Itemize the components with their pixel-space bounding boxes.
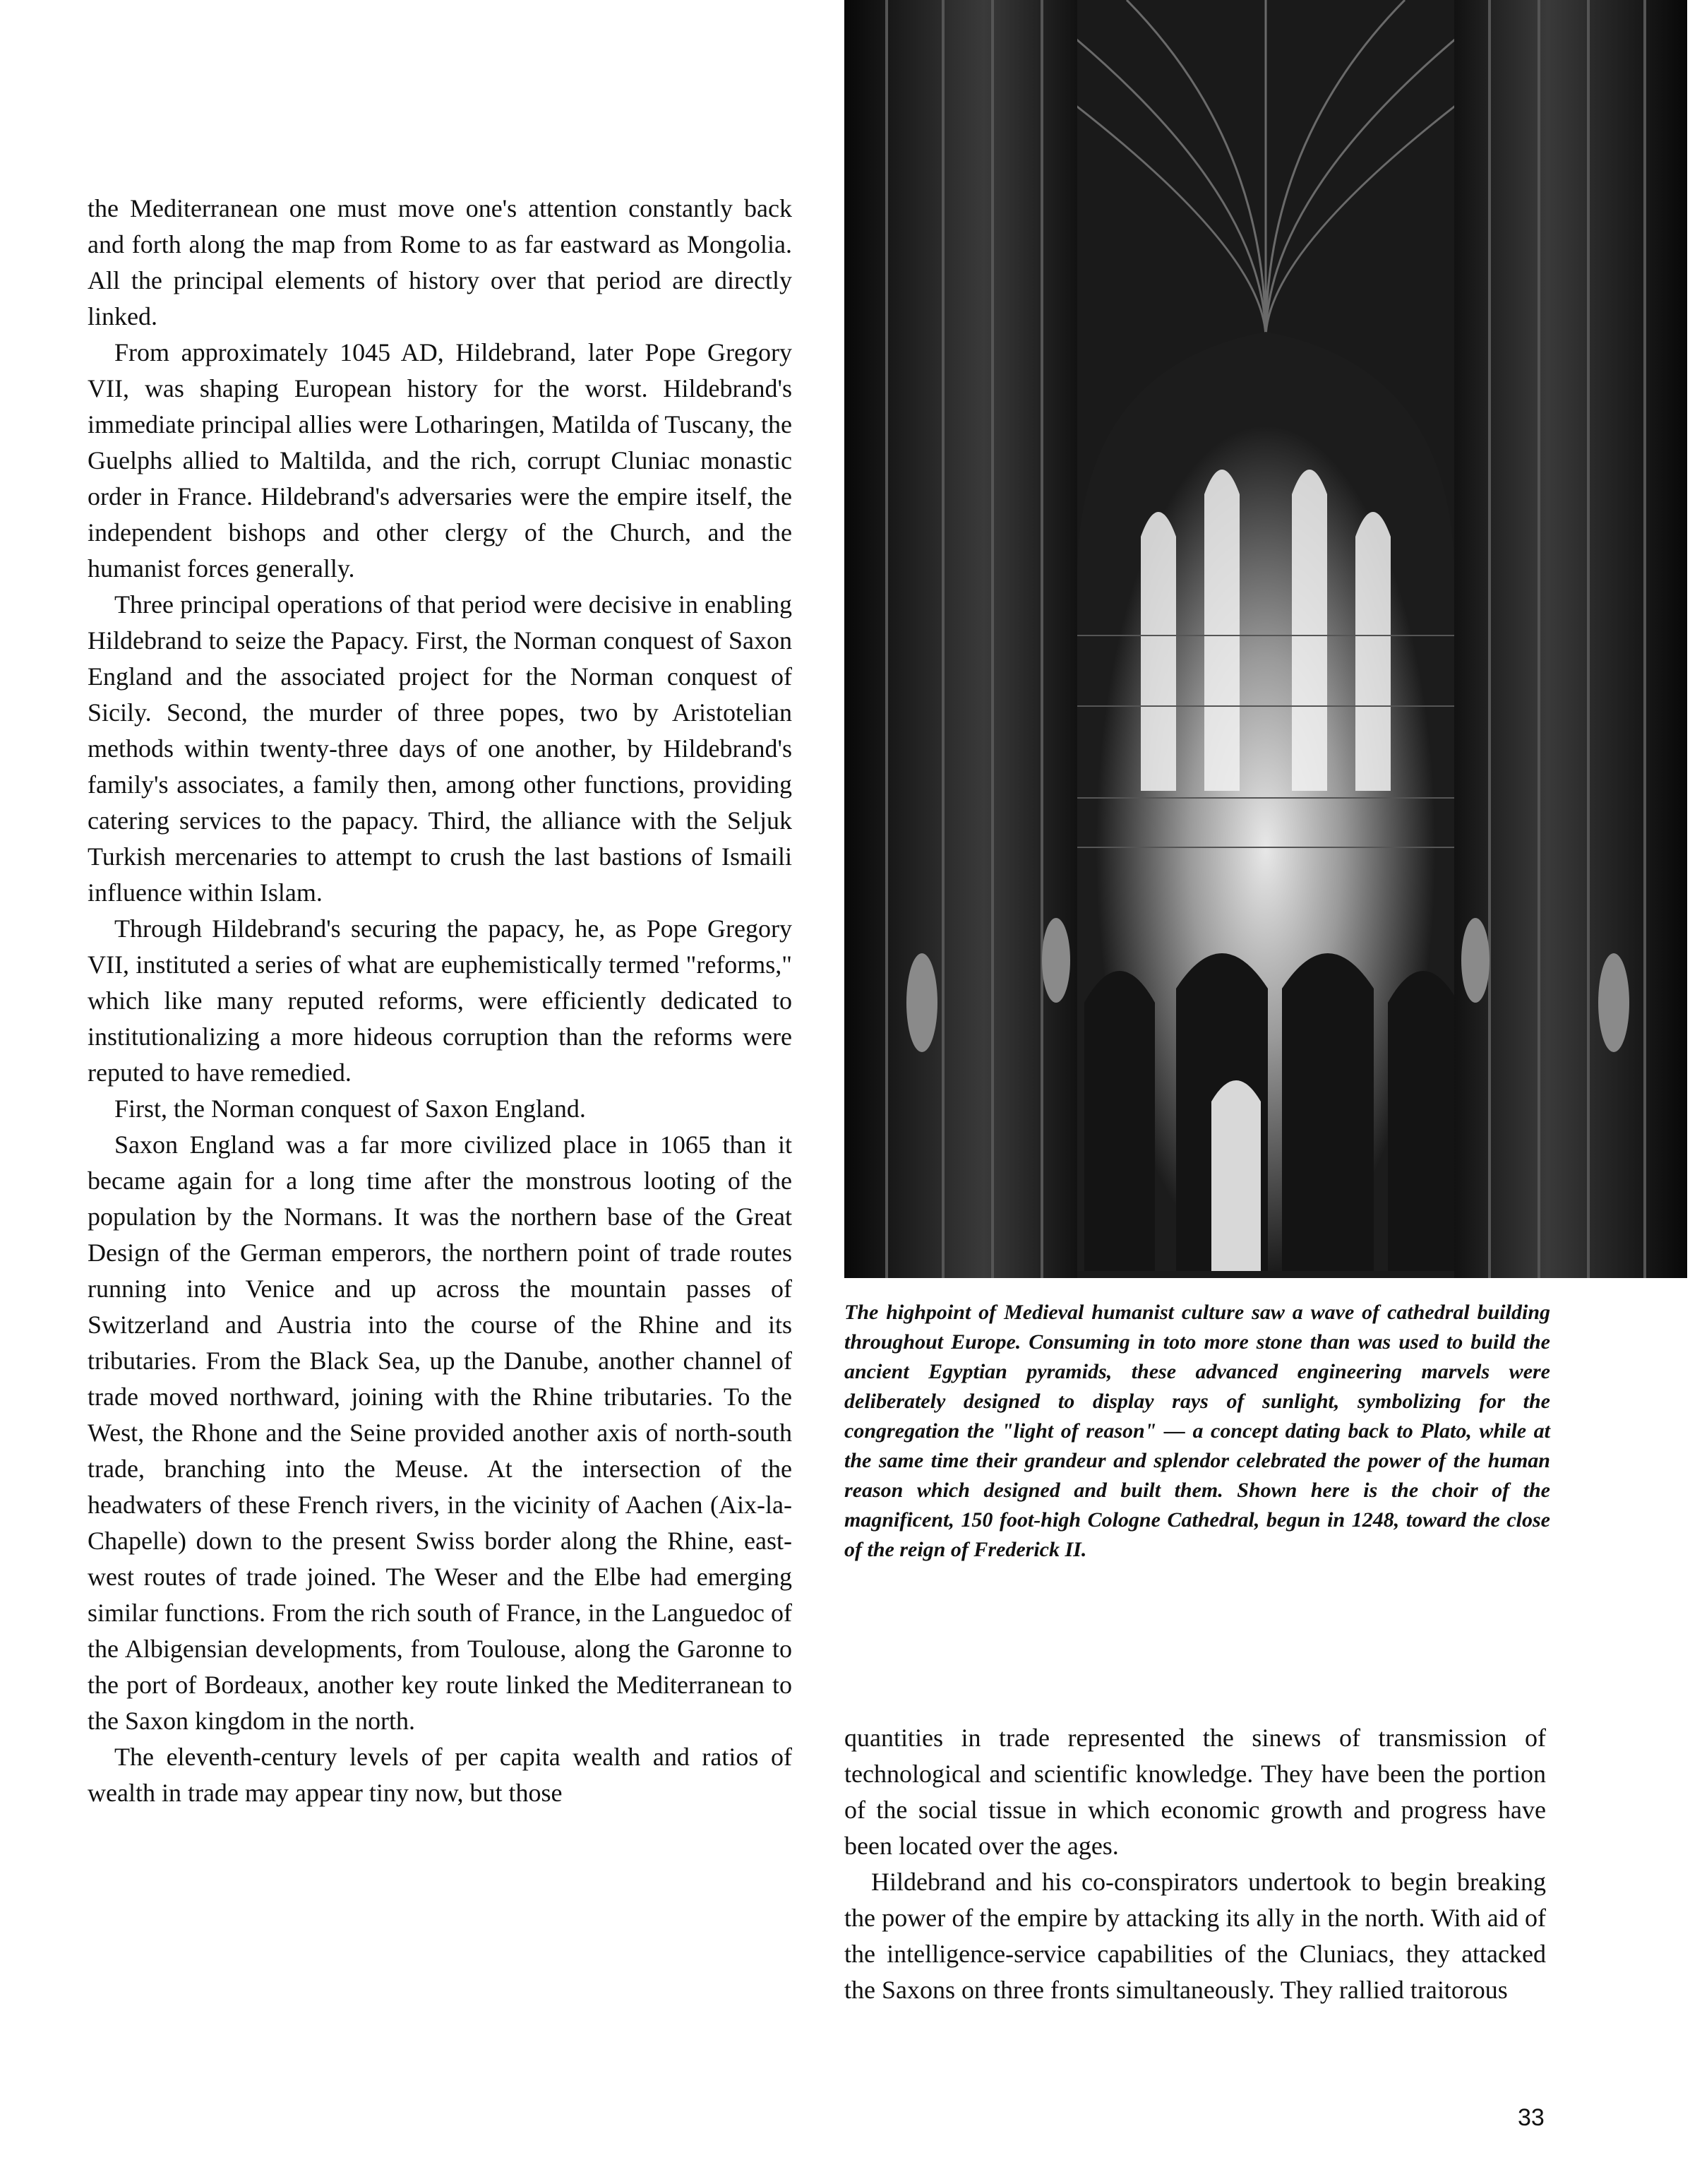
paragraph: Saxon England was a far more civilized place in 1065 than it became again for a long time after the monstrous looting of the population by the Normans. It was the northern base of the Great Design of the German emperors, the northern point of trade routes running into Venice and up across the mountain passes of Switzerland and Austria into the course of the Rhine and its tributaries. From the Black Sea, up the Danube, another channel of trade moved northward, joining with the Rhine tributaries. To the West, the Rhone and the Seine provided another axis of north-south trade, branching into the Meuse. At the intersection of the headwaters of these French rivers, in the vicinity of Aachen (Aix-la-Chapelle) down to the present Swiss border along the Rhine, east-west routes of trade joined. The Weser and the Elbe had emerging similar functions. From the rich south of France, in the Languedoc of the Albigensian developments, from Toulouse, along the Garonne to the port of Bordeaux, another key route linked the Mediterranean to the Saxon kingdom in the north. — [88, 1130, 792, 1735]
paragraph: quantities in trade represented the sinews of transmission of technological and scientific knowledge. They have been the portion of the social tissue in which economic growth and progress have been located over the ages. — [844, 1724, 1546, 1860]
paragraph: First, the Norman conquest of Saxon England. — [114, 1094, 586, 1123]
paragraph: From approximately 1045 AD, Hildebrand, later Pope Gregory VII, was shaping European history for the worst. Hildebrand's immediate principal allies were Lotharingen, Matilda of Tuscany, the Guelphs allied to Maltilda, and the rich, corrupt Cluniac monastic order in France. Hildebrand's adversaries were the empire itself, the independent bishops and other clergy of the Church, and the humanist forces generally. — [88, 338, 792, 583]
left-text-column — [88, 191, 792, 1811]
paragraph: Three principal operations of that period were decisive in enabling Hildebrand to seize the Papacy. First, the Norman conquest of Saxon England and the associated project for the Norman conquest of Sicily. Second, the murder of three popes, two by Aristotelian methods within twenty-three days of one another, by Hildebrand's family's associates, a family then, among other functions, providing catering services to the papacy. Third, the alliance with the Seljuk Turkish mercenaries to attempt to crush the last bastions of Ismaili influence within Islam. — [88, 590, 792, 907]
paragraph: Through Hildebrand's securing the papacy, he, as Pope Gregory VII, instituted a series of what are euphemistically termed "reforms," which like many reputed reforms, were efficiently dedicated to institutionalizing a more hideous corruption than the reforms were reputed to have remedied. — [88, 914, 792, 1087]
figure-caption: The highpoint of Medieval humanist culture saw a wave of cathedral building throughout Europe. Consuming in toto more stone than was used to build the ancient Egyptian pyramids, these advanced engineering marvels were deliberately designed to display rays of sunlight, symbolizing for the congregation the "light of reason" — a concept dating back to Plato, while at the same time their grandeur and splendor celebrated the power of the human reason which designed and built them. Shown here is the choir of the magnificent, 150 foot-high Cologne Cathedral, begun in 1248, toward the close of the reign of Frederick II. — [844, 1301, 1550, 1561]
paragraph: The eleventh-century levels of per capita wealth and ratios of wealth in trade may appear tiny now, but those — [88, 1743, 792, 1807]
cathedral-photo — [844, 0, 1687, 1278]
paragraph: the Mediterranean one must move one's attention constantly back and forth along the map from Rome to as far eastward as Mongolia. All the principal elements of history over that period are directly linked. — [88, 194, 792, 330]
paragraph: Hildebrand and his co-conspirators undertook to begin breaking the power of the empire by attacking its ally in the north. With aid of the intelligence-service capabilities of the Cluniacs, they attacked the Saxons on three fronts simultaneously. They rallied traitorous — [844, 1868, 1546, 2004]
page-number: 33 — [1518, 2104, 1545, 2131]
right-text-column — [844, 1720, 1546, 2008]
